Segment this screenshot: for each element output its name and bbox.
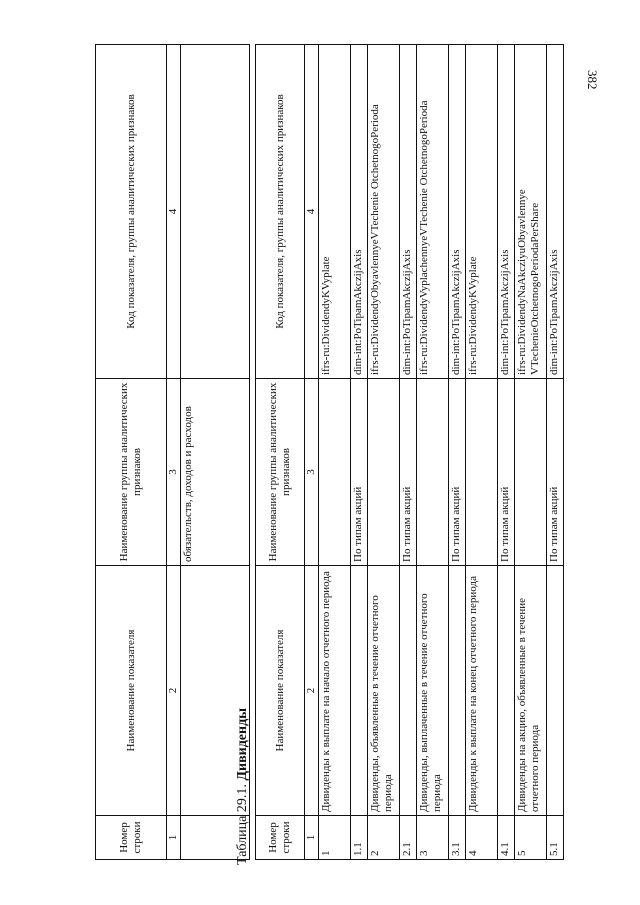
code-cell: dim-int:PoTipamAkczijAxis — [498, 45, 515, 379]
header-code: Код показателя, группы аналитических признаков — [256, 45, 305, 379]
table-row — [400, 45, 417, 860]
row-number-cell: 5.1 — [547, 816, 564, 860]
group-name-cell — [515, 379, 547, 566]
caption-prefix: Таблица 29.1. — [235, 784, 250, 865]
group-name-cell — [319, 379, 351, 566]
row-number-cell: 3 — [417, 816, 449, 860]
column-number: 4 — [167, 45, 181, 379]
code-cell: dim-int:PoTipamAkczijAxis — [547, 45, 564, 379]
code-cell: ifrs-ru:DividendyNaAkcziyuObyavlennye VTechenieOtchetnogoPeriodaPerShare — [515, 45, 547, 379]
indicator-name-cell — [498, 566, 515, 816]
group-name-cell: По типам акций — [547, 379, 564, 566]
previous-table-continuation — [95, 44, 250, 860]
indicator-name-cell — [449, 566, 466, 816]
header-code: Код показателя, группы аналитических признаков — [96, 45, 167, 379]
header-row-number: Номер строки — [96, 816, 167, 860]
dividends-table — [255, 44, 564, 860]
code-cell: ifrs-ru:DividendyObyavlennyeVTechenie OtchetnogoPerioda — [368, 45, 400, 379]
code-cell: ifrs-ru:DividendyKVyplate — [466, 45, 498, 379]
code-cell: ifrs-ru:DividendyKVyplate — [319, 45, 351, 379]
group-name-cell: По типам акций — [498, 379, 515, 566]
row-number-cell: 1 — [319, 816, 351, 860]
code-cell: ifrs-ru:DividendyVyplachennyeVTechenie OtchetnogoPerioda — [417, 45, 449, 379]
indicator-name-cell: Дивиденды к выплате на конец отчетного периода — [466, 566, 498, 816]
code-cell: dim-int:PoTipamAkczijAxis — [400, 45, 417, 379]
code-cell: dim-int:PoTipamAkczijAxis — [351, 45, 368, 379]
column-number: 3 — [167, 379, 181, 566]
column-number: 2 — [305, 566, 319, 816]
row-number-cell: 4 — [466, 816, 498, 860]
table-row — [368, 45, 400, 860]
group-name-cell — [417, 379, 449, 566]
row-number-cell: 2.1 — [400, 816, 417, 860]
header-indicator-name: Наименование показателя — [256, 566, 305, 816]
group-name-cell — [368, 379, 400, 566]
group-name-cell: По типам акций — [351, 379, 368, 566]
table-row — [466, 45, 498, 860]
indicator-name-cell: Дивиденды на акцию, объявленные в течение отчетного периода — [515, 566, 547, 816]
column-number: 1 — [305, 816, 319, 860]
group-name-cell: По типам акций — [449, 379, 466, 566]
table-caption — [235, 708, 251, 865]
indicator-name-cell: Дивиденды, выплаченные в течение отчетного периода — [417, 566, 449, 816]
column-number: 1 — [167, 816, 181, 860]
header-row-number: Номер строки — [256, 816, 305, 860]
row-number-cell: 1.1 — [351, 816, 368, 860]
code-cell — [181, 45, 250, 379]
code-cell: dim-int:PoTipamAkczijAxis — [449, 45, 466, 379]
indicator-name-cell: Дивиденды к выплате на начало отчетного периода — [319, 566, 351, 816]
page-number: 382 — [585, 70, 600, 90]
row-number-cell: 5 — [515, 816, 547, 860]
rotated-page-content — [40, 40, 630, 865]
column-number: 3 — [305, 379, 319, 566]
header-group-name: Наименование группы аналитических признаков — [256, 379, 305, 566]
indicator-name-cell — [547, 566, 564, 816]
table-row — [515, 45, 547, 860]
table-row — [351, 45, 368, 860]
indicator-name-cell — [400, 566, 417, 816]
indicator-name-cell: Дивиденды, объявленные в течение отчетного периода — [368, 566, 400, 816]
column-number: 2 — [167, 566, 181, 816]
table-row — [319, 45, 351, 860]
row-number-cell: 3.1 — [449, 816, 466, 860]
indicator-name-cell — [351, 566, 368, 816]
column-number: 4 — [305, 45, 319, 379]
group-name-cell: обязательств, доходов и расходов — [181, 379, 250, 566]
header-indicator-name: Наименование показателя — [96, 566, 167, 816]
row-number-cell: 2 — [368, 816, 400, 860]
table-row — [417, 45, 449, 860]
table-row — [498, 45, 515, 860]
group-name-cell: По типам акций — [400, 379, 417, 566]
header-group-name: Наименование группы аналитических признаков — [96, 379, 167, 566]
table-row — [547, 45, 564, 860]
caption-title: Дивиденды — [235, 707, 250, 781]
table-row — [449, 45, 466, 860]
group-name-cell — [466, 379, 498, 566]
row-number-cell: 4.1 — [498, 816, 515, 860]
